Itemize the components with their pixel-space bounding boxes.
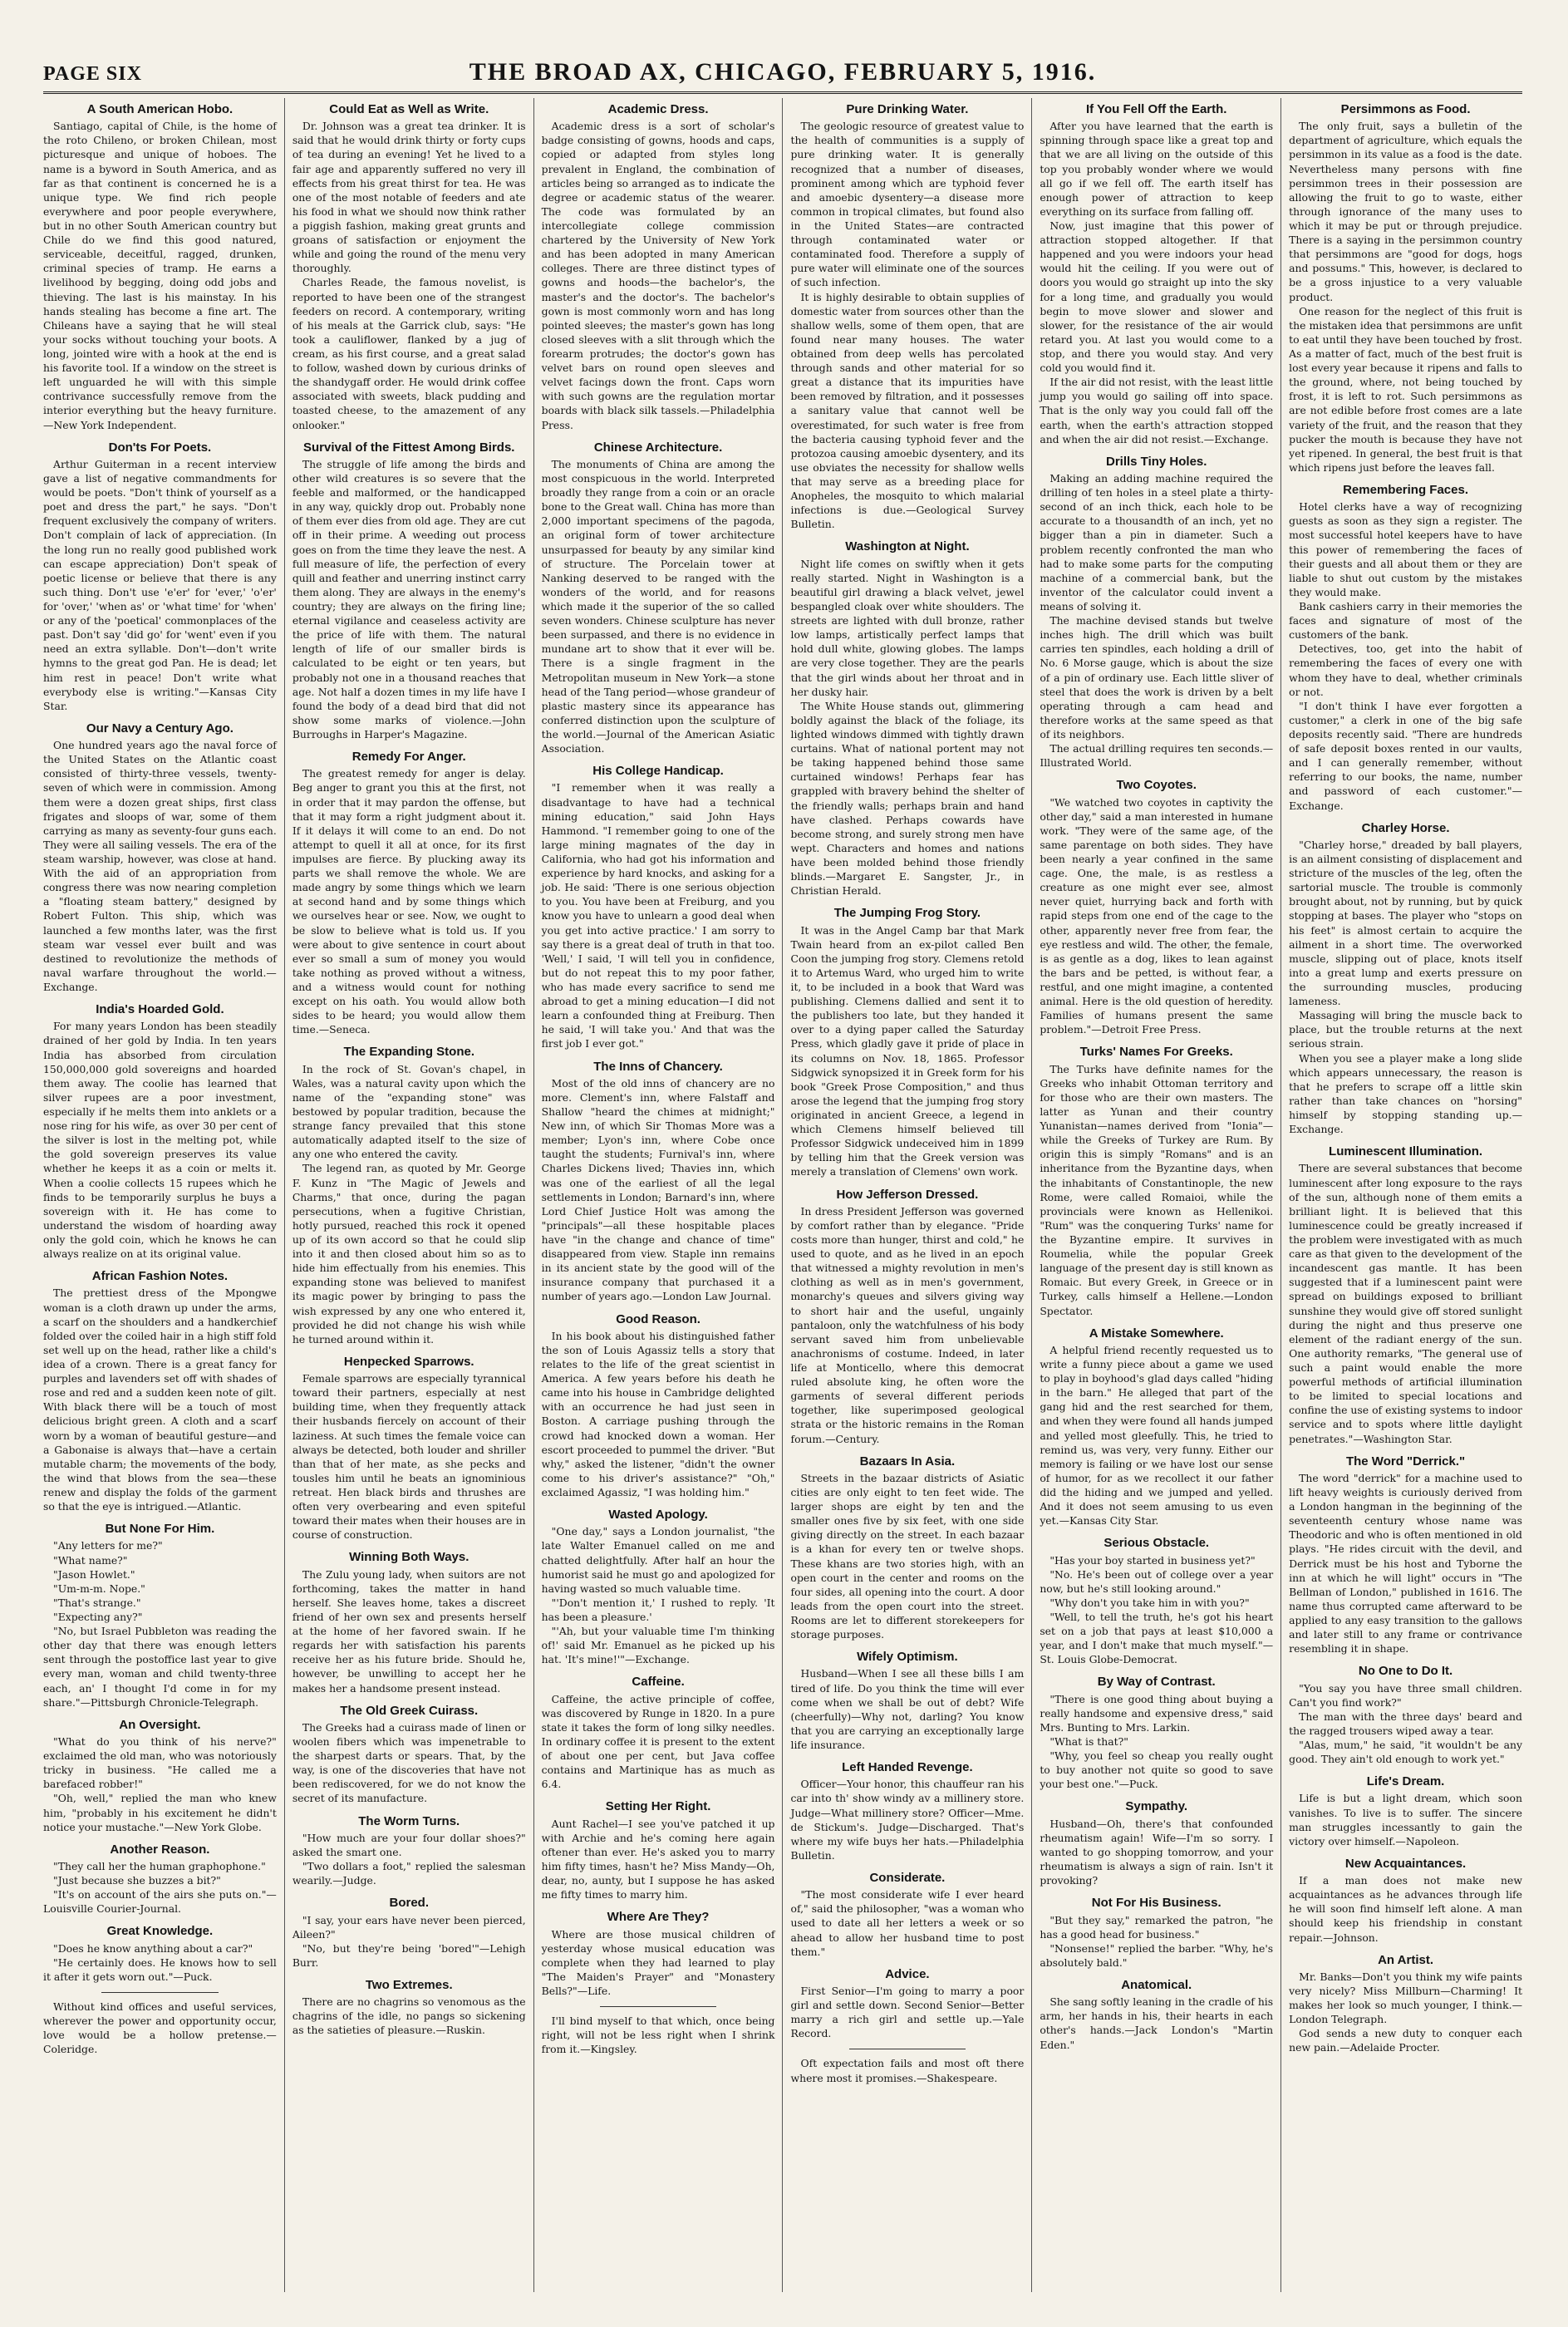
article: [43, 1718, 277, 1834]
article-paragraph: It was in the Angel Camp bar that Mark Twain heard from an ex-pilot called Ben Coon the jumping frog story. Clemens retold it to Artemus Ward, who urged him to write it, to be included in a book that Ward was publishing. Clemens dallied and sent it to the publishers too late, but they handed it over to a dying paper called the Saturday Press, which gladly gave it pride of place in its columns on Nov. 18, 1865. Professor Sidgwick synopsized it in Greek form for his book "Greek Prose Composition," and thus arose the legend that the jumping frog story originated in ancient Greece, a legend in which Clemens himself believed till Professor Sidgwick undeceived him in 1899 by telling him that the Greek version was merely a translation of Clemens' own work.: [790, 923, 1025, 1178]
separator-rule: [101, 1992, 218, 1993]
article: [292, 1978, 526, 2038]
article: [1040, 1799, 1273, 1887]
article-paragraph: Night life comes on swiftly when it gets really started. Night in Washington is a beautiful girl drawing a black velvet, jewel bespangled cloak over white shoulders. The streets are lighted with dull bronze, rather low lamps, artistically perfect lamps that hold dull white, glowing globes. The lamps are very close together. They are the pearls that the girl winds about her throat and in her dusky hair.: [790, 557, 1025, 698]
article: [542, 1312, 775, 1500]
article-paragraph: "'Don't mention it,' I rushed to reply. 'It has been a pleasure.': [541, 1596, 775, 1623]
article-headline: New Acquaintances.: [1344, 1856, 1467, 1871]
article-paragraph: "I remember when it was really a disadvantage to have had a technical mining education," said John Hays Hammond. "I remember going to one of the large mining magnates of the day in California, who had got his information and experience by hard knocks, and asking for a job. He said: 'There is one serious objection to you. You have been at Freiburg, and you know you have to unlearn a good deal when you get into active practice.' I am sorry to say there is a great deal of truth in that too. 'Well,' I said, 'I will tell you in confidence, but do not repeat this to my poor father, who has made every sacrifice to send me abroad to get a mining education—I did not learn a confounded thing at Freiburg. Then he said, 'I will take you.' And that was the first job I ever got.": [541, 781, 775, 1050]
article-paragraph: "'Ah, but your valuable time I'm thinking of!' said Mr. Emanuel as he picked up his hat. 'It's mine!'"—Exchange.: [541, 1625, 775, 1666]
article-headline: The Expanding Stone.: [343, 1045, 474, 1060]
article-paragraph: The White House stands out, glimmering boldly against the black of the foliage, its lighted windows dimmed with tightly drawn curtains. What of national portent may not be taking happened behind those same curtained windows! Perhaps fear has grappled with bravery behind the shelter of the friendly walls; perhaps brain and hand have clashed. Perhaps cowards have become strong, and surely strong men have wept. Characters and homes and nations have been molded behind those friendly blinds.—Margaret E. Sangster, Jr., in Christian Herald.: [790, 699, 1025, 898]
article-headline: Bazaars In Asia.: [859, 1454, 956, 1469]
article: [542, 1508, 775, 1666]
article: [43, 721, 277, 994]
article-paragraph: "Has your boy started in business yet?": [1049, 1553, 1256, 1567]
article-paragraph: "Charley horse," dreaded by ball players, is an ailment consisting of displacement and stricture of the muscles of the leg, often the sartorial muscle. The trouble is commonly brought about, not by running, but by quick stopping at bases. The player who "stops on his feet" is almost certain to acquire the ailment in a short time. The overworked muscle, slipping out of place, knots itself into a great lump and exerts pressure on the surrounding muscles, producing lameness.: [1289, 838, 1522, 1008]
article-paragraph: Streets in the bazaar districts of Asiatic cities are only eight to ten feet wide. The larger shops are eight by ten and the smaller ones five by six feet, with one side giving directly on the street. In each bazaar is a khan for every ten or twelve shops. These khans are two stories high, with an open court in the center and rooms on the four sides, all opening into the court. A door leads from the open court into the street. Rooms are let to different storekeepers for storage purposes.: [790, 1471, 1025, 1641]
article: [292, 1550, 526, 1695]
article-headline: Henpecked Sparrows.: [343, 1354, 474, 1369]
article: [790, 2049, 1024, 2084]
article-headline: Wifely Optimism.: [857, 1650, 958, 1665]
article-paragraph: "How much are your four dollar shoes?" asked the smart one.: [292, 1831, 526, 1858]
article-headline: No One to Do It.: [1358, 1664, 1453, 1679]
article-paragraph: Where are those musical children of yesterday whose musical education was complete when they had learned to play "The Maiden's Prayer" and "Monastery Bells?"—Life.: [541, 1927, 775, 1998]
article: [43, 1002, 277, 1261]
column-2: [284, 98, 533, 2292]
article-headline: How Jefferson Dressed.: [836, 1187, 979, 1202]
article-headline: By Way of Contrast.: [1097, 1675, 1216, 1690]
article-paragraph: "He certainly does. He knows how to sell it after it gets worn out."—Puck.: [43, 1956, 277, 1983]
article-headline: Anatomical.: [1121, 1977, 1192, 1992]
article-paragraph: Massaging will bring the muscle back to place, but the trouble returns at the next serious strain.: [1289, 1009, 1522, 1050]
article: [790, 1871, 1024, 1959]
article-headline: Two Coyotes.: [1116, 778, 1197, 793]
article-paragraph: "The most considerate wife I ever heard of," said the philosopher, "was a woman who used to date all her letters a week or so ahead to allow her husband time to post them.": [790, 1888, 1025, 1958]
article-headline: Chinese Architecture.: [593, 440, 723, 455]
article-paragraph: There are several substances that become luminescent after long exposure to the rays of the sun, although none of them emits a brilliant light. It is believed that this luminescence could be greatly increased if the problem were investigated with as much care as that given to the development of the incandescent gas mantle. It has been suggested that if a luminescent paint were spread on buildings exposed to brilliant sunshine they would give off stored sunlight during the night and thus preserve one element of the radiant energy of the sun. One authority remarks, "The general use of such a paint would enable the more powerful methods of artificial illumination to be limited to special locations and confine the use of existing systems to indoor service and to spots where little daylight penetrates."—Washington Star.: [1289, 1162, 1522, 1445]
article-paragraph: In dress President Jefferson was governed by comfort rather than by elegance. "Pride costs more than hunger, thirst and cold," he used to quote, and as he lived in an epoch that witnessed a mighty revolution in men's clothing as well as in men's government, monarchy's queues and silvers giving way to short hair and the useful, ungainly pantaloon, only the watchfulness of his body servant saved him from unbelievable anachronisms of costume. Indeed, in later life at Monticello, where this democrat ruled absolute king, he often wore the garments of several different periods together, like superimposed geological strata or the historic remains in the Roman forum.—Century.: [790, 1204, 1025, 1445]
article-headline: Sympathy.: [1125, 1799, 1188, 1814]
article-paragraph: Making an adding machine required the drilling of ten holes in a steel plate a thirty-second of an inch thick, each hole to be accurate to a thousandth of an inch, yet no bigger than a pin in diameter. Such a problem recently confronted the man who had to make some parts for the computing machine of a commercial bank, but the inventor of the calculator could invent a means of solving it.: [1040, 472, 1274, 612]
article-paragraph: "It's on account of the airs she puts on."—Louisville Courier-Journal.: [43, 1888, 277, 1916]
article-paragraph: "Does he know anything about a car?": [53, 1941, 253, 1955]
article-headline: Two Extremes.: [365, 1977, 453, 1992]
article: [292, 1045, 526, 1346]
article: [1289, 1144, 1522, 1445]
separator-rule: [600, 2006, 716, 2007]
article-headline: The Worm Turns.: [358, 1813, 460, 1828]
article-paragraph: "What name?": [53, 1553, 128, 1567]
article-headline: Our Navy a Century Ago.: [86, 721, 233, 735]
article-paragraph: God sends a new duty to conquer each new pain.—Adelaide Procter.: [1289, 2027, 1522, 2054]
article-headline: African Fashion Notes.: [91, 1269, 229, 1284]
article-paragraph: The actual drilling requires ten seconds.—Illustrated World.: [1040, 742, 1274, 770]
article-headline: Setting Her Right.: [605, 1799, 711, 1814]
columns-container: [43, 98, 1522, 2292]
article: [43, 1522, 277, 1710]
article-paragraph: For many years London has been steadily drained of her gold by India. In ten years India has absorbed from circulation 150,000,000 gold sovereigns and hoarded them away. The coolie has learned that silver rupees are a poor investment, especially if he melts them into anklets or a nose ring for his wife, as over 30 per cent of the silver is lost in the melting pot, while the gold sovereign preserves its value whether he keeps it as a coin or melts it. When a coolie collects 15 rupees which he finds to be temporarily surplus he buys a sovereign with it. He has come to understand the wisdom of hoarding away only the gold coin, which he knows he can always realize on at its original value.: [43, 1020, 277, 1261]
article-paragraph: The Turks have definite names for the Greeks who inhabit Ottoman territory and for those who are their own masters. The latter as Yunan and their country Yunanistan—names derived from "Ionia"—while the Greeks of Turkey are Rum. By origin this is simply "Romans" and is an inheritance from the Byzantine days, when the inhabitants of Constantinople, the new Rome, were called Romaioi, while the provincials were known as Hellenikoi. "Rum" was the conquering Turks' name for the Byzantine empire. It survives in Roumelia, while the popular Greek language of the present day is still known as Romaic. But every Greek, in Greece or in Turkey, calls himself a Hellene.—London Spectator.: [1040, 1062, 1274, 1317]
article-paragraph: Husband—When I see all these bills I am tired of life. Do you think the time will ever come when we shall be out of debt? Wife (cheerfully)—Why not, darling? You know that you are carrying an exceptionally large life insurance.: [790, 1667, 1025, 1751]
article: [1040, 778, 1273, 1036]
article-paragraph: If a man does not make new acquaintances as he advances through life he will soon find himself left alone. A man should keep his friendship in constant repair.—Johnson.: [1289, 1874, 1522, 1944]
article-paragraph: "Expecting any?": [53, 1611, 143, 1623]
article-paragraph: First Senior—I'm going to marry a poor girl and settle down. Second Senior—Better marry a rich girl and settle up.—Yale Record.: [790, 1985, 1025, 2040]
article: [790, 1760, 1024, 1862]
article-paragraph: The Zulu young lady, when suitors are not forthcoming, takes the matter in hand herself. She leaves home, takes a discreet friend of her own sex and presents herself at the home of her favored swain. If he regards her with satisfaction his parents receive her as his future bride. Should he, however, be unwilling to accept her he makes her a handsome present instead.: [292, 1567, 526, 1695]
article-paragraph: The man with the three days' beard and the ragged trousers wiped away a tear.: [1289, 1710, 1522, 1737]
article: [1040, 1045, 1273, 1317]
article-paragraph: "What is that?": [1049, 1735, 1128, 1749]
article-paragraph: Caffeine, the active principle of coffee, was discovered by Runge in 1820. In a pure state it takes the form of long silky needles. In ordinary coffee it is present to the extent of about one per cent, but Java coffee contains and Martinique has as much as 6.4.: [541, 1692, 775, 1791]
article: [1289, 821, 1522, 1137]
article-paragraph: The geologic resource of greatest value to the health of communities is a supply of pure drinking water. It is generally recognized that a number of diseases, prominent among which are typhoid fever and amoebic dysentery—a disease more common in tropical climates, but found also in the United States—are contracted through contaminated water or contaminated food. Therefore a supply of pure water will eliminate one of the sources of such infection.: [790, 120, 1025, 289]
article: [1289, 1857, 1522, 1945]
article: [790, 906, 1024, 1178]
article-headline: The Old Greek Cuirass.: [340, 1703, 479, 1718]
article-headline: Not For His Business.: [1091, 1896, 1221, 1911]
article-headline: Winning Both Ways.: [349, 1550, 469, 1565]
article-headline: Washington at Night.: [845, 539, 970, 554]
article-headline: A South American Hobo.: [86, 102, 233, 116]
article: [43, 1992, 277, 2056]
article: [1289, 1774, 1522, 1848]
article-paragraph: Now, just imagine that this power of attraction stopped altogether. If that happened and you were indoors your head would hit the ceiling. If you were out of doors you would go straight up into the sky for a long time, and gradually you would begin to move slower and slower and slower, for the resistance of the air would retard you. At last you would come to a stop, and there you would stay. And very cold you would find it.: [1040, 219, 1274, 375]
article-paragraph: Aunt Rachel—I see you've patched it up with Archie and he's coming here again oftener than ever. He's asked you to marry him fifty times, hasn't he? Miss Mandy—Oh, dear, no, aunty, but I suppose he has asked me fifty times to marry him.: [541, 1817, 775, 1901]
article-paragraph: "But they say," remarked the patron, "he has a good head for business.": [1040, 1913, 1274, 1941]
article-headline: Bored.: [389, 1896, 429, 1911]
column-5: [1031, 98, 1280, 2292]
article-headline: Where Are They?: [607, 1910, 710, 1925]
article-paragraph: "Why, you feel so cheap you really ought to buy another not quite so good to save your best one."—Puck.: [1040, 1749, 1274, 1791]
article-headline: The Word "Derrick.": [1345, 1454, 1466, 1469]
article-paragraph: The prettiest dress of the Mpongwe woman is a cloth drawn up under the arms, a scarf on the shoulders and a handkerchief folded over the coiled hair in a high stiff fold set well up on the head, rather like a child's idea of a crown. There is a great fancy for purples and lavenders set off with shades of rose and red and a sudden keen note of gilt. With black there will be a touch of most delicious bright green. A cloth and a scarf worn by a woman of beautiful gesture—and a Gabonaise is always that—have a certain mutable charm; the movements of the body, the wind that blows from the sea—these renew and display the folds of the garment so that the eye is intrigued.—Atlantic.: [43, 1286, 277, 1513]
article-paragraph: The monuments of China are among the most conspicuous in the world. Interpreted broadly they range from a coin or an oracle bone to the Great wall. China has more than 2,000 important specimens of the pagoda, an original form of tower architecture unsurpassed for beauty by any similar kind of structure. The Porcelain tower at Nanking deserved to be ranged with the wonders of the world, and for reasons which made it the superior of the so called seven wonders. Chinese sculpture has never been surpassed, and there is no evidence in mundane art to show that it ever will be. There is a single fragment in the Metropolitan museum in New York—a stone head of the Tang period—whose grandeur of plastic mastery since its appearance has conferred distinction upon the sculpture of the world.—Journal of the American Asiatic Association.: [541, 457, 775, 755]
article-paragraph: "That's strange.": [53, 1596, 141, 1609]
article-paragraph: It is highly desirable to obtain supplies of domestic water from sources other than the shallow wells, some of them open, that are found near many houses. The water obtained from deep wells has percolated through sands and other material for so great a distance that its impurities have been removed by filtration, and it possesses a sanitary value that cannot well be overestimated, for such water is free from the bacteria causing typhoid fever and the protozoa causing amoebic dysentery, and its use obviates the necessity for shallow wells that may serve as a breeding place for Anopheles, the mosquito to which malarial infections is due.—Geological Survey Bulletin.: [790, 290, 1025, 531]
article-headline: An Artist.: [1378, 1952, 1434, 1967]
article-headline: Pure Drinking Water.: [846, 102, 969, 116]
article-headline: If You Fell Off the Earth.: [1086, 102, 1227, 116]
article-headline: Could Eat as Well as Write.: [329, 102, 489, 116]
article-paragraph: "Um-m-m. Nope.": [53, 1582, 145, 1595]
article-paragraph: Most of the old inns of chancery are no more. Clement's inn, where Falstaff and Shallow "heard the chimes at midnight;" New inn, of which Sir Thomas More was a member; Lyon's inn, where Cobe once taught the students; Furnival's inn, where Charles Dickens lived; Thavies inn, which was one of the earliest of all the legal settlements in London; Barnard's inn, where Lord Chief Justice Holt was among the "principals"—all these hospitable places have "in the change and chance of time" disappeared from view. Staple inn remains in its ancient state by the good will of the insurance company that purchased it a number of years ago.—London Law Journal.: [541, 1076, 775, 1303]
article: [1040, 1896, 1273, 1970]
article-paragraph: "There is one good thing about buying a really handsome and expensive dress," said Mrs. Bunting to Mrs. Larkin.: [1040, 1692, 1274, 1734]
article-headline: Remembering Faces.: [1343, 482, 1468, 497]
article: [542, 1675, 775, 1791]
article-headline: Academic Dress.: [607, 102, 709, 116]
article-headline: Charley Horse.: [1361, 820, 1450, 835]
article: [1289, 102, 1522, 475]
article-paragraph: One hundred years ago the naval force of the United States on the Atlantic coast consisted of thirty-three vessels, twenty-seven of which were in commission. Among them were a dozen great ships, first class frigates and sloops of war, some of them carrying as many as seventy-four guns each. They were all sailing vessels. The era of the steam warship, however, was close at hand. With the aid of an appropriation from congress there was now nearing completion a "floating steam battery," designed by Robert Fulton. This ship, which was launched a few months later, was the first steam war vessel ever built and was destined to revolutionize the methods of naval warfare throughout the world.—Exchange.: [43, 739, 277, 993]
article: [1040, 1978, 1273, 2052]
article-paragraph: The struggle of life among the birds and other wild creatures is so severe that the feeble and malformed, or the handicapped in any way, quickly drop out. Probably none of them ever dies from old age. They are cut off in their prime. A weeding out process goes on from the time they leave the nest. A full measure of life, the perfection of every quill and feather and unerring instinct carry them along. They are always in the enemy's country; they are always on the firing line; eternal vigilance and ceaseless activity are the price of life with them. The natural length of life of our smaller birds is calculated to be eight or ten years, but probably not one in a thousand reaches that age. Not half a dozen times in my life have I found the body of a dead bird that did not show some marks of violence.—John Burroughs in Harper's Magazine.: [292, 457, 526, 740]
article-paragraph: "Just because she buzzes a bit?": [53, 1874, 221, 1887]
article: [43, 1842, 277, 1916]
article: [1040, 455, 1273, 770]
article-paragraph: Arthur Guiterman in a recent interview gave a list of negative commandments for would be poets. "Don't think of yourself as a poet and dress the part," he says. "Don't frequent exclusively the company of writers. Don't complain of lack of appreciation. (In the long run no really good published work can escape appreciation) Don't speak of poetic license or believe that there is any such thing. Don't use 'e'er' for 'ever,' 'o'er' for 'over,' 'when as' or 'what time' for 'when' or any of the 'poetical' commonplaces of the past. Don't say 'did go' for 'went' even if you need an extra syllable. Don't—don't write hymns to the great god Pan. He is dead; let him rest in peace! Don't write what everybody else is writing."—Kansas City Star.: [43, 457, 277, 712]
masthead: [43, 58, 1522, 94]
article-headline: Persimmons as Food.: [1340, 102, 1471, 116]
article-headline: Survival of the Fittest Among Birds.: [303, 440, 515, 455]
article-paragraph: Without kind offices and useful services, wherever the power and opportunity occur, love would be a hollow pretense.—Coleridge.: [43, 2000, 277, 2056]
article-paragraph: One reason for the neglect of this fruit is the mistaken idea that persimmons are unfit to eat until they have been touched by frost. As a matter of fact, much of the best fruit is lost every year because it ripens and falls to the ground, where, not being touched by frost, it is left to rot. Such persimmons as are not edible before frost comes are a late variety of the fruit, and the reason that they pucker the mouth is because they have not yet ripened. In general, the best fruit is that which ripens just before the leaves fall.: [1289, 304, 1522, 474]
article-headline: Drills Tiny Holes.: [1106, 454, 1207, 469]
article: [43, 440, 277, 713]
article-paragraph: "Alas, mum," he said, "it wouldn't be any good. They ain't old enough to work yet.": [1289, 1738, 1522, 1766]
article-headline: But None For Him.: [105, 1522, 215, 1537]
article: [790, 1967, 1024, 2041]
article-paragraph: Female sparrows are especially tyrannical toward their partners, especially at nest building time, when they frequently attack their husbands fiercely on account of their laziness. At such times the female voice can always be detected, both louder and shriller than that of her mate, as she pecks and tousles him until he beats an ignominious retreat. Hen black birds and thrushes are often very overbearing and even spiteful toward their mates when their houses are in course of construction.: [292, 1372, 526, 1542]
article-paragraph: A helpful friend recently requested us to write a funny piece about a game we used to play in boyhood's glad days called "hiding in the barn." He alleged that part of the gang hid and the rest searched for them, and when they were found all hands jumped and yelled most gleefully. This, he tried to remind us, was very, very funny. Either our memory is failing or we have lost our sense of humor, for as we recollect it our father did the hiding and we jumped and yelled. And it does not seem amusing to us even yet.—Kansas City Star.: [1040, 1343, 1274, 1528]
article-headline: Good Reason.: [616, 1311, 700, 1326]
article: [790, 1650, 1024, 1752]
article: [542, 440, 775, 756]
article-paragraph: The legend ran, as quoted by Mr. George F. Kunz in "The Magic of Jewels and Charms," that once, during the pagan persecutions, when a fugitive Christian, hotly pursued, reached this rock it opened up of its own accord so that he could slip into it and then closed about him so as to hide him effectually from his enemies. This expanding stone was believed to manifest its magic power by bringing to pass the wish expressed by any one who entered it, provided he did not change his wish while he turned around within it.: [292, 1162, 526, 1346]
article-headline: The Jumping Frog Story.: [833, 906, 981, 921]
article-headline: An Oversight.: [119, 1717, 201, 1732]
article: [292, 750, 526, 1036]
article-headline: The Inns of Chancery.: [593, 1059, 723, 1074]
article: [542, 2006, 775, 2056]
article-headline: Caffeine.: [632, 1675, 685, 1690]
article-paragraph: "Two dollars a foot," replied the salesman wearily.—Judge.: [292, 1860, 526, 1887]
article: [292, 102, 526, 432]
article-paragraph: In the rock of St. Govan's chapel, in Wales, was a natural cavity upon which the name of the "expanding stone" was bestowed by popular tradition, because the strange fancy prevailed that this stone automatically adapted itself to the size of any one who entered the cavity.: [292, 1062, 526, 1161]
article-paragraph: "No. He's been out of college over a year now, but he's still looking around.": [1040, 1567, 1274, 1595]
article-headline: His College Handicap.: [592, 764, 724, 779]
article: [1040, 1675, 1273, 1791]
article-headline: Remedy For Anger.: [351, 750, 466, 765]
article-headline: A Mistake Somewhere.: [1089, 1326, 1224, 1341]
article: [292, 1704, 526, 1806]
article: [292, 1814, 526, 1888]
article: [790, 1454, 1024, 1642]
article-paragraph: "I say, your ears have never been pierced, Aileen?": [292, 1913, 526, 1941]
article-paragraph: There are no chagrins so venomous as the chagrins of the idle, no pangs so sickening as the satieties of pleasure.—Ruskin.: [292, 1995, 526, 2037]
article: [1289, 1664, 1522, 1766]
article: [790, 102, 1024, 531]
page-number-label: PAGE SIX: [43, 63, 142, 85]
article-paragraph: When you see a player make a long slide which appears unnecessary, the reason is that he prefers to scrape off a little skin rather than take chances on "horsing" himself by stopping standing up.—Exchange.: [1289, 1051, 1522, 1136]
article-headline: Life's Dream.: [1366, 1774, 1445, 1789]
article: [43, 1924, 277, 1984]
article-paragraph: She sang softly leaning in the cradle of his arm, her hands in his, their hearts in each other's hands.—Jack London's "Martin Eden.": [1040, 1995, 1274, 2051]
article: [790, 539, 1024, 898]
article-paragraph: "Why don't you take him in with you?": [1049, 1596, 1250, 1609]
article-paragraph: Husband—Oh, there's that confounded rheumatism again! Wife—I'm so sorry. I wanted to go shopping tomorrow, and your rheumatism is always a sign of rain. Isn't it provoking?: [1040, 1817, 1274, 1887]
article-paragraph: Officer—Your honor, this chauffeur ran his car into th' show windy av a millinery store. Judge—What millinery store? Officer—Mme. de Stickum's. Judge—Discharged. That's where my wife buys her hats.—Philadelphia Bulletin.: [790, 1778, 1025, 1862]
newspaper-title: THE BROAD AX, CHICAGO, FEBRUARY 5, 1916.: [469, 58, 1097, 86]
article: [542, 764, 775, 1050]
article: [542, 1910, 775, 1998]
article: [1289, 1454, 1522, 1656]
article-paragraph: Dr. Johnson was a great tea drinker. It is said that he would drink thirty or forty cups of tea during an evening! Yet he lived to a fair age and apparently suffered no very ill effects from his great thirst for tea. He was one of the most notable of feeders and ate his food in what we should now think rather a piggish fashion, making great grunts and groans of satisfaction or enjoyment the while and going the round of the menu very thoroughly.: [292, 120, 526, 275]
article-paragraph: In his book about his distinguished father the son of Louis Agassiz tells a story that relates to the life of the great scientist in America. A few years before his death he came into his house in Cambridge delighted with an occurrence he had just seen in Boston. A carriage pushing through the crowd had knocked down a woman. Her escort proceeded to pummel the driver. "But why," asked the listener, "didn't the owner come to his driver's assistance?" "Oh," exclaimed Agassiz, "I was holding him.": [541, 1329, 775, 1498]
column-3: [533, 98, 783, 2292]
article: [1040, 1326, 1273, 1528]
article-paragraph: "I don't think I have ever forgotten a customer," a clerk in one of the big safe deposits recently said. "There are hundreds of safe deposit boxes rented in our vaults, and I can generally remember, without referring to our books, the name, number and password of each customer."—Exchange.: [1289, 699, 1522, 812]
article-paragraph: "They call her the human graphophone.": [53, 1860, 266, 1873]
article: [43, 1269, 277, 1513]
article-paragraph: "No, but they're being 'bored'"—Lehigh Burr.: [292, 1941, 526, 1969]
article-headline: Wasted Apology.: [608, 1508, 708, 1523]
article-headline: Don'ts For Poets.: [108, 440, 212, 455]
article-paragraph: "We watched two coyotes in captivity the other day," said a man interested in humane work. "They were of the same age, of the same parentage on both sides. They have been nearly a year confined in the same cage. One, the male, is as restless a creature as one might ever see, almost never quiet, hurrying back and forth with rapid steps from one end of the cage to the other, apparently never free from fear, the eye restless and wild. The other, the female, is as gentle as a dog, likes to lean against the bars and be petted, is without fear, a restful, and one might imagine, a contented animal. Here is the old question of heredity. Families of humans present the same problem."—Detroit Free Press.: [1040, 795, 1274, 1036]
article-paragraph: The only fruit, says a bulletin of the department of agriculture, which equals the persimmon in its value as a food is the date. Nevertheless many persons with fine persimmon trees in their possession are allowing the fruit to go to waste, either through ignorance of the many uses to which it may be put or through prejudice. There is a saying in the persimmon country that persimmons are "good for dogs, hogs and possums." This, however, is declared to be a gross injustice to a very valuable product.: [1289, 120, 1522, 303]
article: [292, 1896, 526, 1970]
article-headline: Turks' Names For Greeks.: [1079, 1045, 1233, 1060]
article-paragraph: "Nonsense!" replied the barber. "Why, he's absolutely bald.": [1040, 1941, 1274, 1969]
article: [1040, 102, 1273, 446]
article-paragraph: Santiago, capital of Chile, is the home of the roto Chileno, or broken Chilean, most picturesque and unique of hoboes. The name is a byword in South America, and as far as that continent is concerned he is a unique type. We find rich people everywhere and poor people everywhere, but in no other South American country but Chile do we find this good natured, serviceable, deceitful, ragged, drunken, criminal species of tramp. He earns a livelihood by begging, doing odd jobs and thieving. The last is his mainstay. In his hands stealing has become a fine art. The Chileans have a saying that he will steal your socks without touching your boots. A long, jointed wire with a hook at the end is his favorite tool. If a window on the street is left unguarded he will with this simple contrivance successfully remove from the interior everything but the heavy furniture.—New York Independent.: [43, 120, 277, 431]
article: [542, 102, 775, 432]
article-paragraph: Academic dress is a sort of scholar's badge consisting of gowns, hoods and caps, copied or adapted from styles long prevalent in England, the combination of articles being so arranged as to indicate the degree or academic status of the wearer. The code was formulated by an intercollegiate college commission chartered by the University of New York and has been adopted in many American colleges. There are three distinct types of gowns and hoods—the bachelor's, the master's and the doctor's. The bachelor's gown is most commonly worn and has long pointed sleeves; the master's gown has long closed sleeves with a slit through which the forearm protrudes; the doctor's gown has velvet bars on round open sleeves and velvet facings down the front. Caps worn with such gowns are the regulation mortar boards with black silk tassels.—Philadelphia Press.: [541, 120, 775, 431]
article-paragraph: The machine devised stands but twelve inches high. The drill which was built carries ten spindles, each holding a drill of No. 6 Morse gauge, which is about the size of a pin of ordinary use. Each little sliver of steel that does the work is driven by a belt operating through a cam head and therefore works at the same speed as that of its neighbors.: [1040, 614, 1274, 740]
article: [292, 440, 526, 741]
article-paragraph: "Any letters for me?": [53, 1539, 163, 1552]
article-paragraph: After you have learned that the earth is spinning through space like a great top and that we are all living on the outside of this top you probably wonder where we would all go if we fell off. The earth itself has enough power of attraction to keep everything on its surface from falling off.: [1040, 120, 1274, 218]
article-paragraph: "No, but Israel Pubbleton was reading the other day that there was enough letters sent through the postoffice last year to give every man, woman and child twenty-three each, an' I thought I'd come in for my share."—Pittsburgh Chronicle-Telegraph.: [43, 1625, 277, 1709]
article: [1289, 1953, 1522, 2055]
article-headline: Luminescent Illumination.: [1329, 1144, 1483, 1159]
article-paragraph: Hotel clerks have a way of recognizing guests as soon as they sign a register. The most successful hotel keepers have to have this power of remembering the faces of their guests and all about them or they are liable to shut out custom by the mistakes they would make.: [1289, 500, 1522, 598]
article-paragraph: If the air did not resist, with the least little jump you would go sailing off into space. That is the only way you could fall off the earth, when the earth's attraction stopped and when the air did not resist.—Exchange.: [1040, 376, 1274, 445]
article-paragraph: "What do you think of his nerve?" exclaimed the old man, who was notoriously tricky in business. "He called me a barefaced robber!": [43, 1735, 277, 1791]
article-headline: Serious Obstacle.: [1103, 1536, 1210, 1551]
article-headline: Advice.: [885, 1966, 930, 1981]
article-paragraph: "You say you have three small children. Can't you find work?": [1289, 1681, 1522, 1709]
article-headline: Great Knowledge.: [106, 1924, 214, 1939]
article: [292, 1355, 526, 1542]
article: [1289, 483, 1522, 813]
article-paragraph: Mr. Banks—Don't you think my wife paints very nicely? Miss Millburn—Charming! It makes her look so much younger, I think.—London Telegraph.: [1289, 1970, 1522, 2026]
article: [43, 102, 277, 432]
article: [542, 1799, 775, 1901]
article-headline: Left Handed Revenge.: [842, 1760, 973, 1775]
article-paragraph: Oft expectation fails and most oft there where most it promises.—Shakespeare.: [790, 2057, 1025, 2084]
article-headline: India's Hoarded Gold.: [96, 1002, 224, 1017]
article-paragraph: The greatest remedy for anger is delay. Beg anger to grant you this at the first, not in order that it may pardon the offense, but that it may form a right judgment about it. If it delays it will come to an end. Do not attempt to quell it all at once, for its first impulses are fierce. By plucking away its parts we shall remove the whole. We are made angry by some things which we learn at second hand and by some things which we ourselves hear or see. Now, we ought to be slow to believe what is told us. If you were about to give sentence in court about ever so small a sum of money you would take nothing as proved without a witness, and a witness would count for nothing except on his oath. You would allow both sides to be heard; you would allow them time.—Seneca.: [292, 767, 526, 1036]
article-paragraph: "Jason Howlet.": [53, 1567, 135, 1581]
article-paragraph: Charles Reade, the famous novelist, is reported to have been one of the strangest feeders on record. A contemporary, writing of his meals at the Garrick club, says: "He took a cauliflower, flanked by a jug of cream, as his first course, and a great salad to follow, washed down by curious drinks of the shandygaff order. He would drink coffee associated with sweets, black pudding and toasted cheese, to the amazement of any onlooker.": [292, 276, 526, 431]
article: [542, 1060, 775, 1304]
article-paragraph: The word "derrick" for a machine used to lift heavy weights is curiously derived from a London hangman in the beginning of the seventeenth century whose name was Theodoric and who is often mentioned in old plays. "He rides circuit with the devil, and Derrick must be his host and Tyborne the inn at which he will light" occurs in "The Bellman of London," published in 1616. The name thus corrupted came afterward to be applied to any easy transition to the gallows and later still to any frame or contrivance resembling it in shape.: [1289, 1471, 1522, 1655]
article-headline: Considerate.: [869, 1871, 946, 1885]
column-1: [43, 98, 284, 2292]
article-paragraph: Detectives, too, get into the habit of remembering the faces of every one with whom they have to deal, whether criminals or not.: [1289, 642, 1522, 698]
article-headline: Another Reason.: [110, 1842, 210, 1857]
article: [1040, 1536, 1273, 1666]
article-paragraph: Bank cashiers carry in their memories the faces and signature of most of the customers of the bank.: [1289, 600, 1522, 642]
article-paragraph: The Greeks had a cuirass made of linen or woolen fibers which was impenetrable to the sharpest darts or spears. That, by the way, is one of the discoveries that have not been rediscovered, for we do not know the secret of its manufacture.: [292, 1720, 526, 1805]
article-paragraph: "Well, to tell the truth, he's got his heart set on a job that pays at least $10,000 a year, and I don't make that much myself."—St. Louis Globe-Democrat.: [1040, 1611, 1274, 1666]
column-6: [1280, 98, 1522, 2292]
article-paragraph: Life is but a light dream, which soon vanishes. To live is to suffer. The sincere man struggles incessantly to gain the victory over himself.—Napoleon.: [1289, 1792, 1522, 1847]
article-paragraph: "One day," says a London journalist, "the late Walter Emanuel called on me and chatted delightfully. After half an hour the humorist said he must go and apologized for having wasted so much valuable time.: [541, 1525, 775, 1595]
article: [790, 1188, 1024, 1446]
article-paragraph: I'll bind myself to that which, once being right, will not be less right when I shrink from it.—Kingsley.: [541, 2015, 775, 2056]
article-paragraph: "Oh, well," replied the man who knew him, "probably in his excitement he didn't notice your mustache."—New York Globe.: [43, 1792, 277, 1833]
column-4: [782, 98, 1031, 2292]
